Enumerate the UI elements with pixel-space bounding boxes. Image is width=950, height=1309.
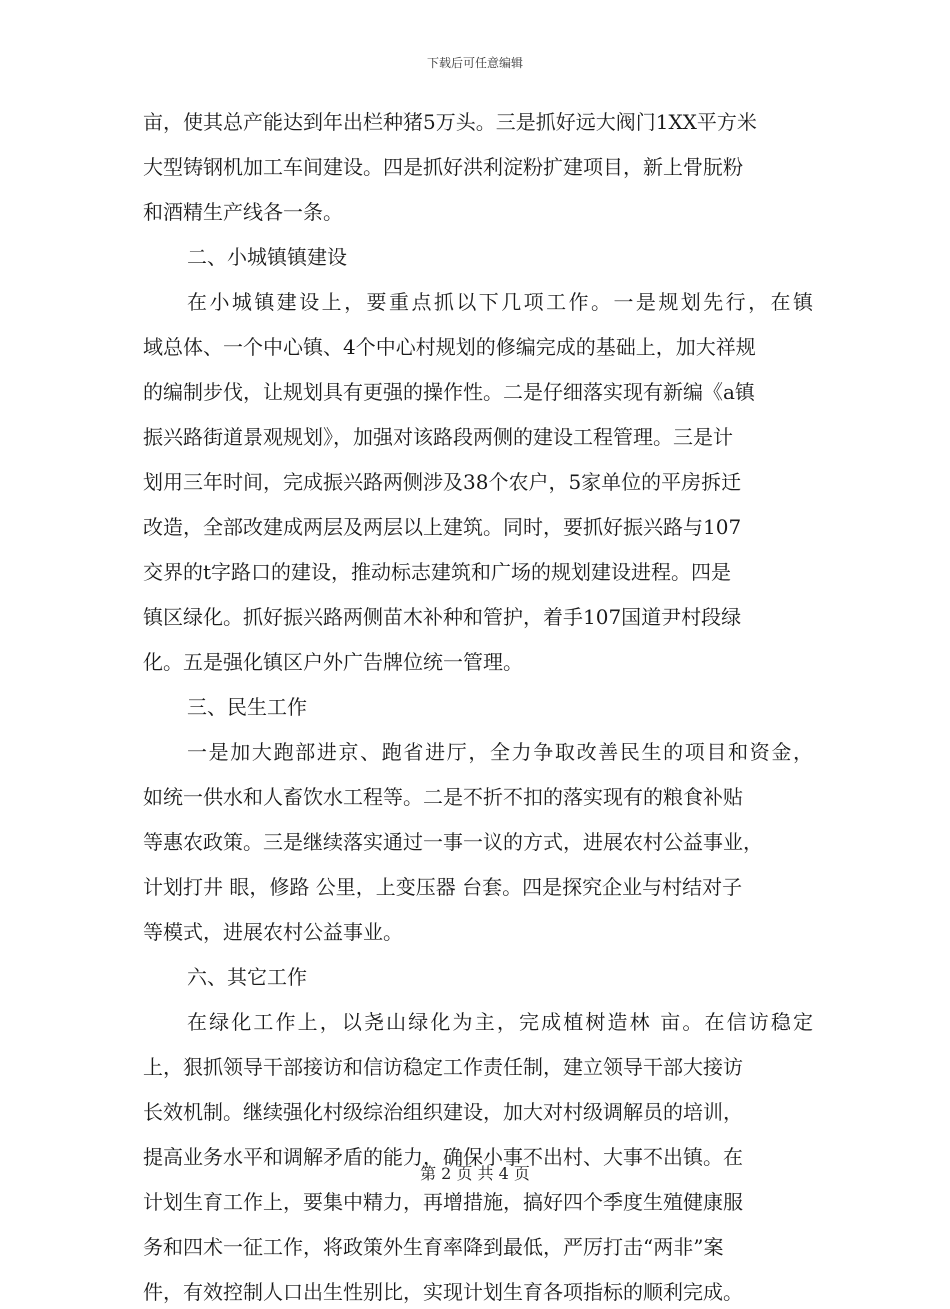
text-line: 大型铸钢机加工车间建设。四是抓好洪利淀粉扩建项目，新上骨朊粉 — [143, 155, 743, 179]
text-line: 六、其它工作 — [187, 965, 307, 989]
text-line: 在绿化工作上，以尧山绿化为主，完成植树造林 亩。在信访稳定 — [187, 1010, 813, 1034]
text-line: 计划生育工作上，要集中精力，再增措施，搞好四个季度生殖健康服 — [143, 1190, 743, 1214]
text-line: 上，狠抓领导干部接访和信访稳定工作责任制，建立领导干部大接访 — [143, 1055, 743, 1079]
text-line: 交界的t字路口的建设，推动标志建筑和广场的规划建设进程。四是 — [143, 560, 732, 584]
text-line: 化。五是强化镇区户外广告牌位统一管理。 — [143, 650, 523, 674]
text-line: 域总体、一个中心镇、4个中心村规划的修编完成的基础上，加大祥规 — [143, 335, 756, 359]
text-line: 如统一供水和人畜饮水工程等。二是不折不扣的落实现有的粮食补贴 — [143, 785, 743, 809]
page-header: 下载后可任意编辑 — [426, 56, 523, 70]
text-line: 和酒精生产线各一条。 — [143, 200, 343, 224]
text-line: 件，有效控制人口出生性别比，实现计划生育各项指标的顺利完成。 — [143, 1280, 743, 1304]
text-line: 改造，全部改建成两层及两层以上建筑。同时，要抓好振兴路与107 — [143, 515, 742, 539]
page-footer: 第 2 页 共 4 页 — [420, 1164, 530, 1183]
text-line: 一是加大跑部进京、跑省进厅，全力争取改善民生的项目和资金， — [187, 740, 813, 764]
text-line: 在小城镇建设上，要重点抓以下几项工作。一是规划先行，在镇 — [187, 290, 813, 314]
text-line: 等模式，进展农村公益事业。 — [143, 920, 403, 944]
text-line: 务和四术一征工作，将政策外生育率降到最低，严厉打击“两非”案 — [143, 1235, 724, 1259]
text-line: 振兴路街道景观规划》，加强对该路段两侧的建设工程管理。三是计 — [143, 425, 733, 449]
text-line: 等惠农政策。三是继续落实通过一事一议的方式，进展农村公益事业， — [143, 830, 763, 854]
text-line: 划用三年时间，完成振兴路两侧涉及38个农户，5家单位的平房拆迁 — [143, 470, 742, 494]
text-line: 提高业务水平和调解矛盾的能力，确保小事不出村、大事不出镇。在 — [143, 1145, 743, 1169]
text-line: 镇区绿化。抓好振兴路两侧苗木补种和管护，着手107国道尹村段绿 — [143, 605, 742, 629]
text-line: 三、民生工作 — [187, 695, 307, 719]
text-line: 计划打井 眼，修路 公里，上变压器 台套。四是探究企业与村结对子 — [143, 875, 743, 899]
text-line: 的编制步伐，让规划具有更强的操作性。二是仔细落实现有新编《a镇 — [143, 380, 755, 404]
text-line: 长效机制。继续强化村级综治组织建设，加大对村级调解员的培训， — [143, 1100, 743, 1124]
text-line: 二、小城镇镇建设 — [187, 245, 347, 269]
text-line: 亩，使其总产能达到年出栏种猪5万头。三是抓好远大阀门1XX平方米 — [143, 110, 757, 134]
